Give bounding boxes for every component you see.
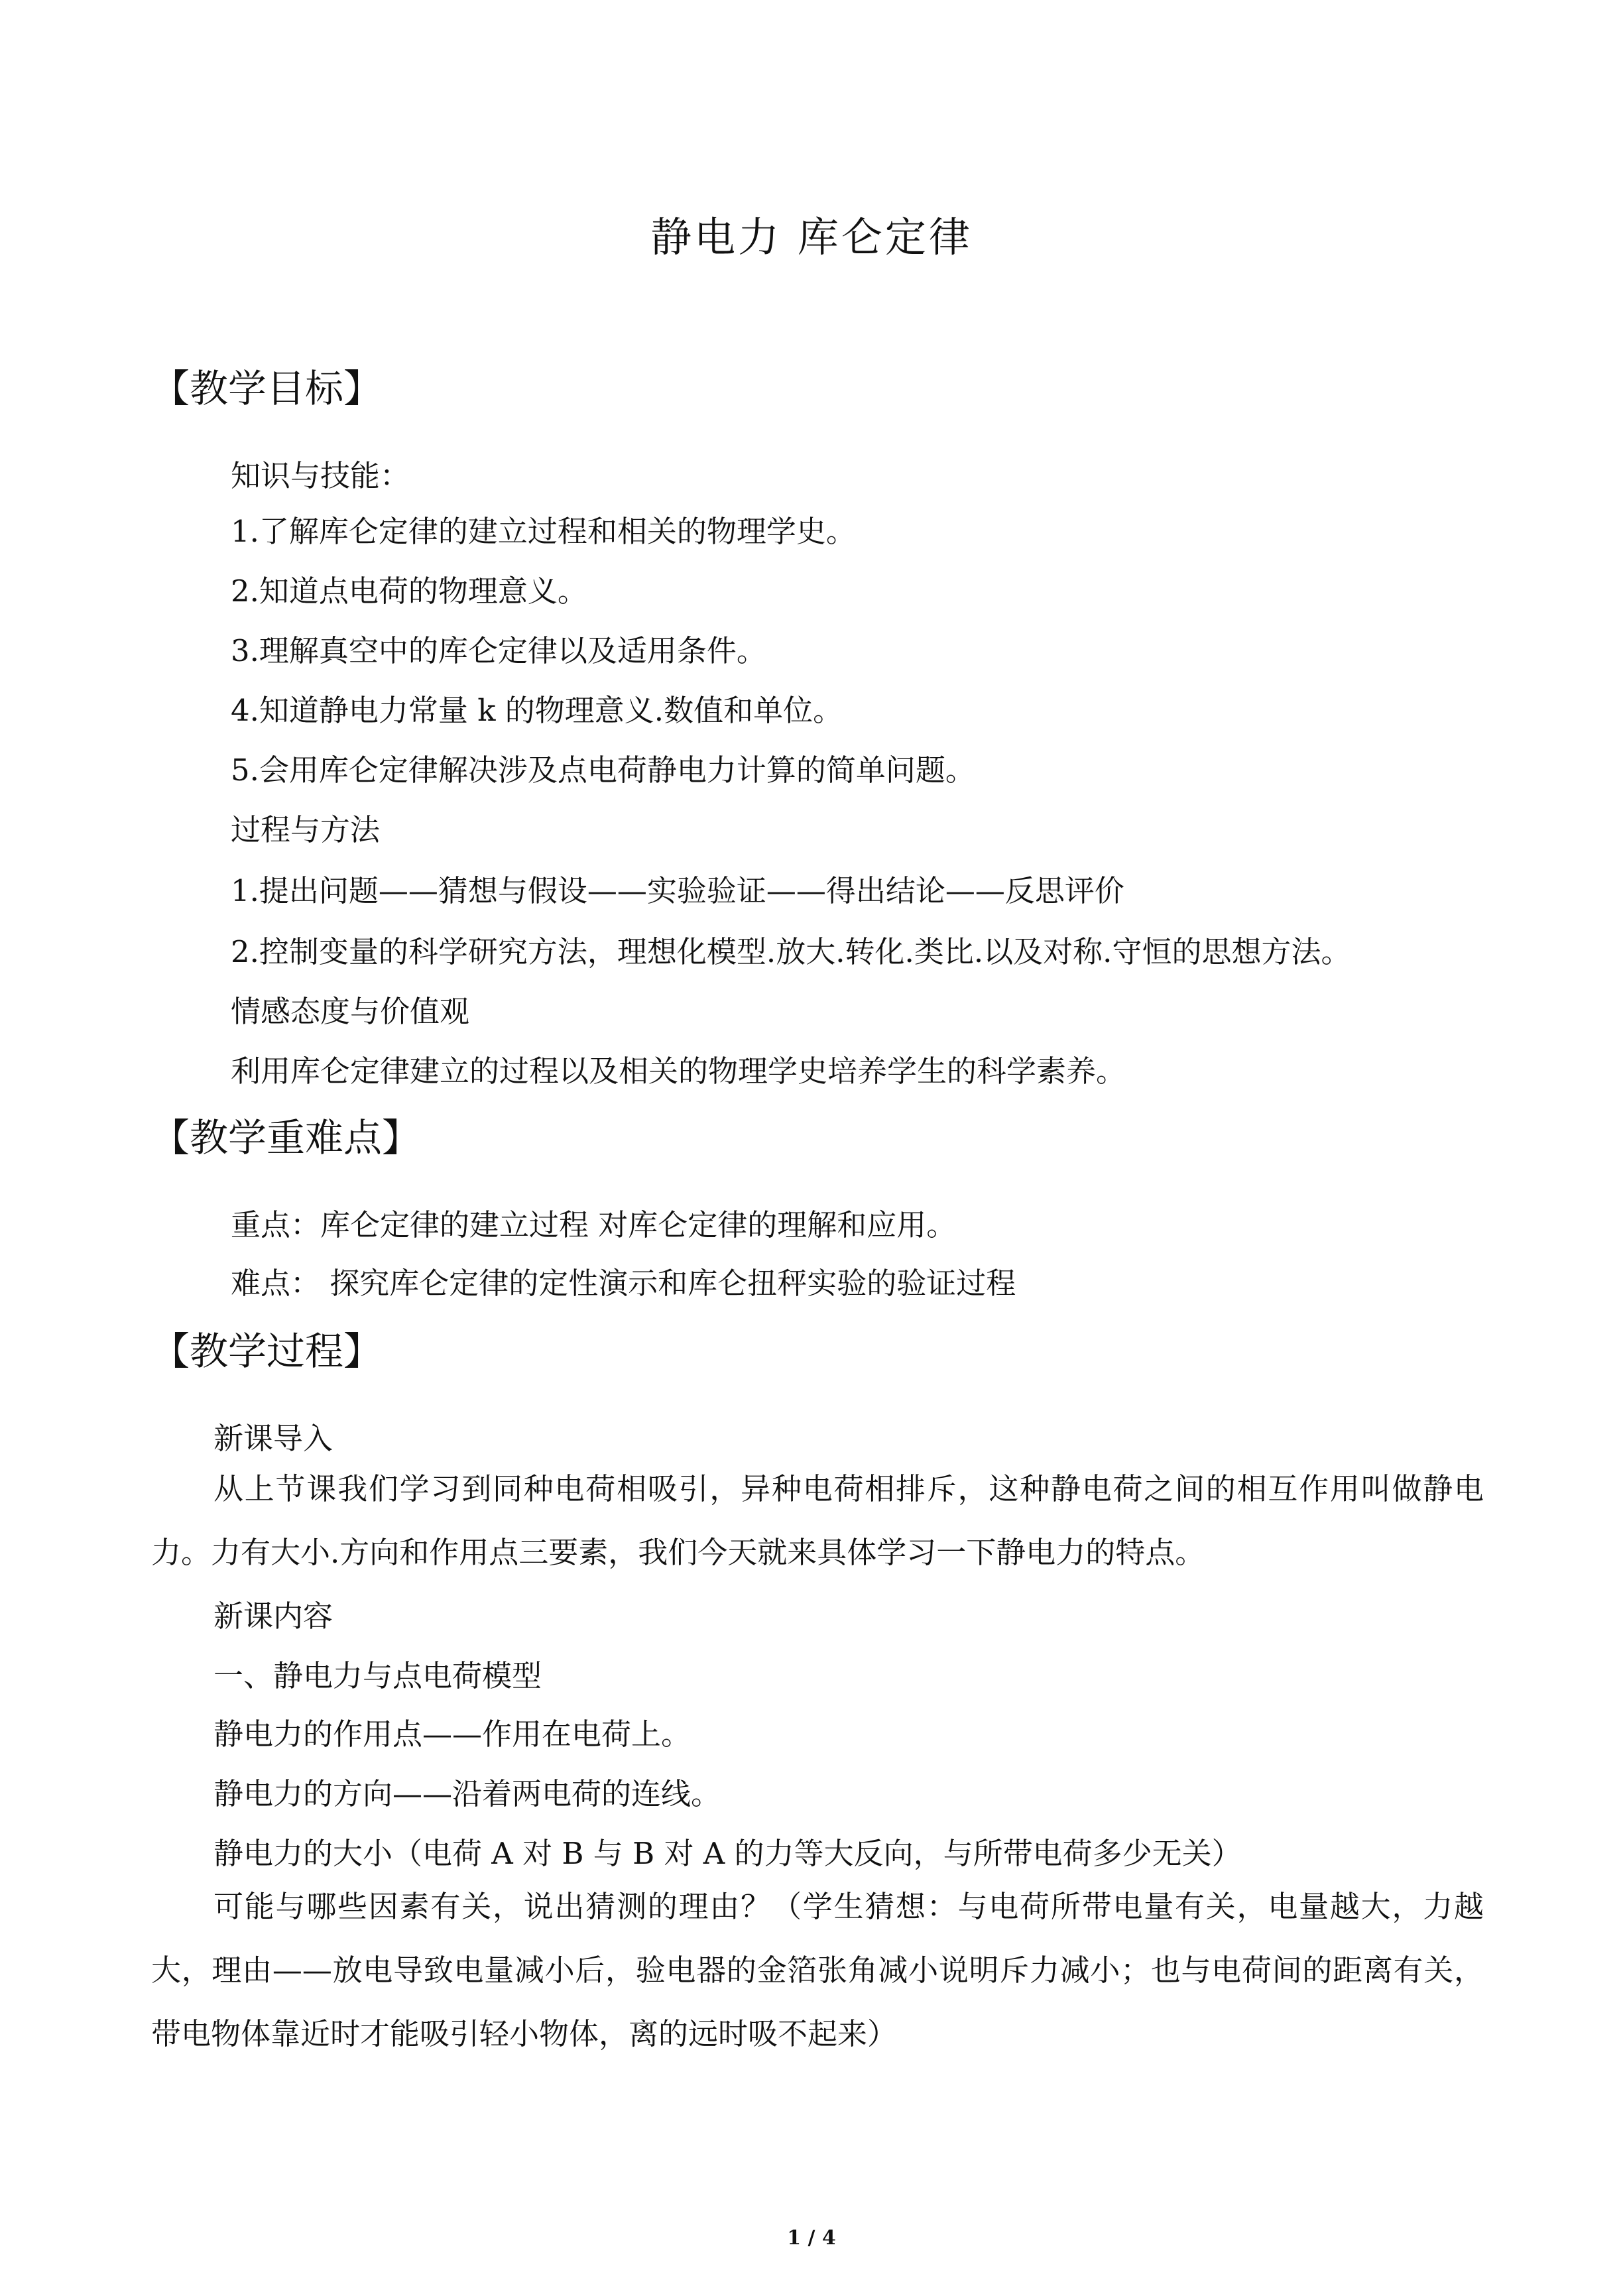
emotion-text: 利用库仑定律建立的过程以及相关的物理学史培养学生的科学素养。 (231, 1054, 1126, 1089)
process-item-2: 2.控制变量的科学研究方法，理想化模型.放大.转化.类比.以及对称.守恒的思想方法。 (231, 934, 1351, 969)
emotion-label: 情感态度与价值观 (231, 994, 470, 1029)
process-item-1: 1.提出问题——猜想与假设——实验验证——得出结论——反思评价 (231, 873, 1124, 908)
knowledge-item-4: 4.知道静电力常量 k 的物理意义.数值和单位。 (231, 693, 843, 728)
content-label: 新课内容 (213, 1599, 333, 1634)
page-number: 1 / 4 (787, 2226, 836, 2250)
process-heading: 【教学过程】 (151, 1329, 383, 1374)
key-points-heading: 【教学重难点】 (151, 1115, 421, 1160)
knowledge-item-1: 1.了解库仑定律的建立过程和相关的物理学史。 (231, 514, 856, 549)
knowledge-item-3: 3.理解真空中的库仑定律以及适用条件。 (231, 633, 766, 668)
guess-paragraph: 可能与哪些因素有关，说出猜测的理由？（学生猜想：与电荷所带电量有关，电量越大，力越大，理由——放电导致电量减小后，验电器的金箔张角减小说明斥力减小；也与电荷间的距离有关，带电物体靠近时才能吸引轻小物体，离的远时吸不起来） (151, 1889, 1484, 2051)
page-title: 静电力 库仑定律 (650, 213, 973, 261)
point-of-action-text: 静电力的作用点——作用在电荷上。 (213, 1717, 691, 1752)
key-point-text: 重点：库仑定律的建立过程 对库仑定律的理解和应用。 (231, 1207, 957, 1242)
knowledge-item-5: 5.会用库仑定律解决涉及点电荷静电力计算的简单问题。 (231, 753, 975, 788)
intro-label: 新课导入 (213, 1421, 333, 1456)
part1-title: 一、静电力与点电荷模型 (213, 1658, 542, 1693)
difficult-point-text: 难点： 探究库仑定律的定性演示和库仑扭秤实验的验证过程 (231, 1266, 1016, 1301)
objectives-heading: 【教学目标】 (151, 366, 383, 411)
magnitude-text: 静电力的大小（电荷 A 对 B 与 B 对 A 的力等大反向，与所带电荷多少无关） (213, 1836, 1242, 1871)
process-label: 过程与方法 (231, 812, 381, 847)
intro-paragraph: 从上节课我们学习到同种电荷相吸引，异种电荷相排斥，这种静电荷之间的相互作用叫做静电力。力有大小.方向和作用点三要素，我们今天就来具体学习一下静电力的特点。 (151, 1471, 1484, 1570)
direction-text: 静电力的方向——沿着两电荷的连线。 (213, 1776, 721, 1811)
knowledge-label: 知识与技能： (231, 458, 410, 493)
knowledge-item-2: 2.知道点电荷的物理意义。 (231, 574, 587, 609)
